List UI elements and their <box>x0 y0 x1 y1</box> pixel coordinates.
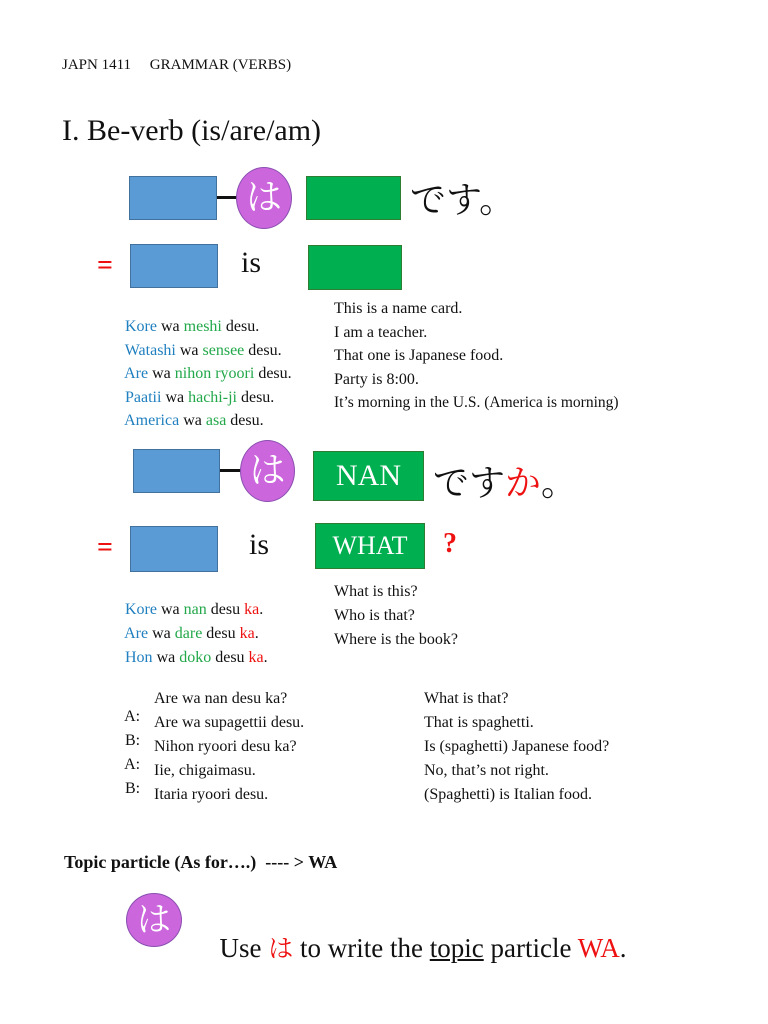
complement-box <box>306 176 401 220</box>
example-row: Kore wa meshi desu. This is a name card. <box>125 300 463 335</box>
is-word-question: is <box>249 528 270 561</box>
equals-sign-question: = <box>97 532 113 563</box>
desu-ka-text: ですか。 <box>433 463 578 504</box>
example-row: Are wa dare desu ka. Who is that? <box>124 607 415 642</box>
usage-sentence: Use は to write the topic particle WA. <box>219 933 627 963</box>
desu-text: です。 <box>410 180 516 221</box>
example-row: Hon wa doko desu ka. Where is the book? <box>125 631 458 666</box>
dialogue-row: B: Are wa supagettii desu. That is spaghetti. <box>125 714 534 749</box>
dialogue-row: A: Nihon ryoori desu ka? Is (spaghetti) Japanese food? <box>124 738 610 773</box>
dialogue-row: A: Are wa nan desu ka? What is that? <box>124 690 509 725</box>
topic-box-question-english <box>130 526 218 572</box>
wa-particle-circle-question: は <box>240 440 295 502</box>
what-box: WHAT <box>315 523 425 569</box>
nan-box: NAN <box>313 451 424 501</box>
topic-box-question <box>133 449 220 493</box>
dialogue-row: Itaria ryoori desu. (Spaghetti) is Italian food. <box>154 786 592 803</box>
section-title: I. Be-verb (is/are/am) <box>62 114 322 147</box>
example-row: Paatii wa hachi-ji desu. Party is 8:00. <box>125 370 419 406</box>
dialogue-row: B: Iie, chigaimasu. No, that’s not right. <box>125 762 549 797</box>
example-row: America wa asa desu. It’s morning in the U.S. (America is morning) <box>124 394 619 429</box>
wa-particle-circle-bottom: は <box>126 893 182 947</box>
complement-box-english <box>308 245 402 290</box>
question-mark: ? <box>443 528 457 559</box>
dialogue <box>109 690 610 810</box>
examples-statements <box>109 300 619 429</box>
topic-box-english <box>130 244 218 288</box>
example-row: Watashi wa sensee desu. I am a teacher. <box>124 323 428 359</box>
equals-sign: = <box>97 250 113 281</box>
is-word: is <box>241 246 262 279</box>
course-header: JAPN 1411 GRAMMAR (VERBS) <box>62 57 292 73</box>
example-row: Kore wa nan desu ka. What is this? <box>125 583 418 618</box>
wa-particle-circle: は <box>236 167 292 229</box>
connector-dash-question <box>220 469 242 472</box>
examples-questions <box>109 583 458 666</box>
example-row: Are wa nihon ryoori desu. That one is Japanese food. <box>124 347 504 382</box>
topic-box <box>129 176 217 220</box>
topic-particle-heading: Topic particle (As for….) ---- > WA <box>64 852 338 872</box>
